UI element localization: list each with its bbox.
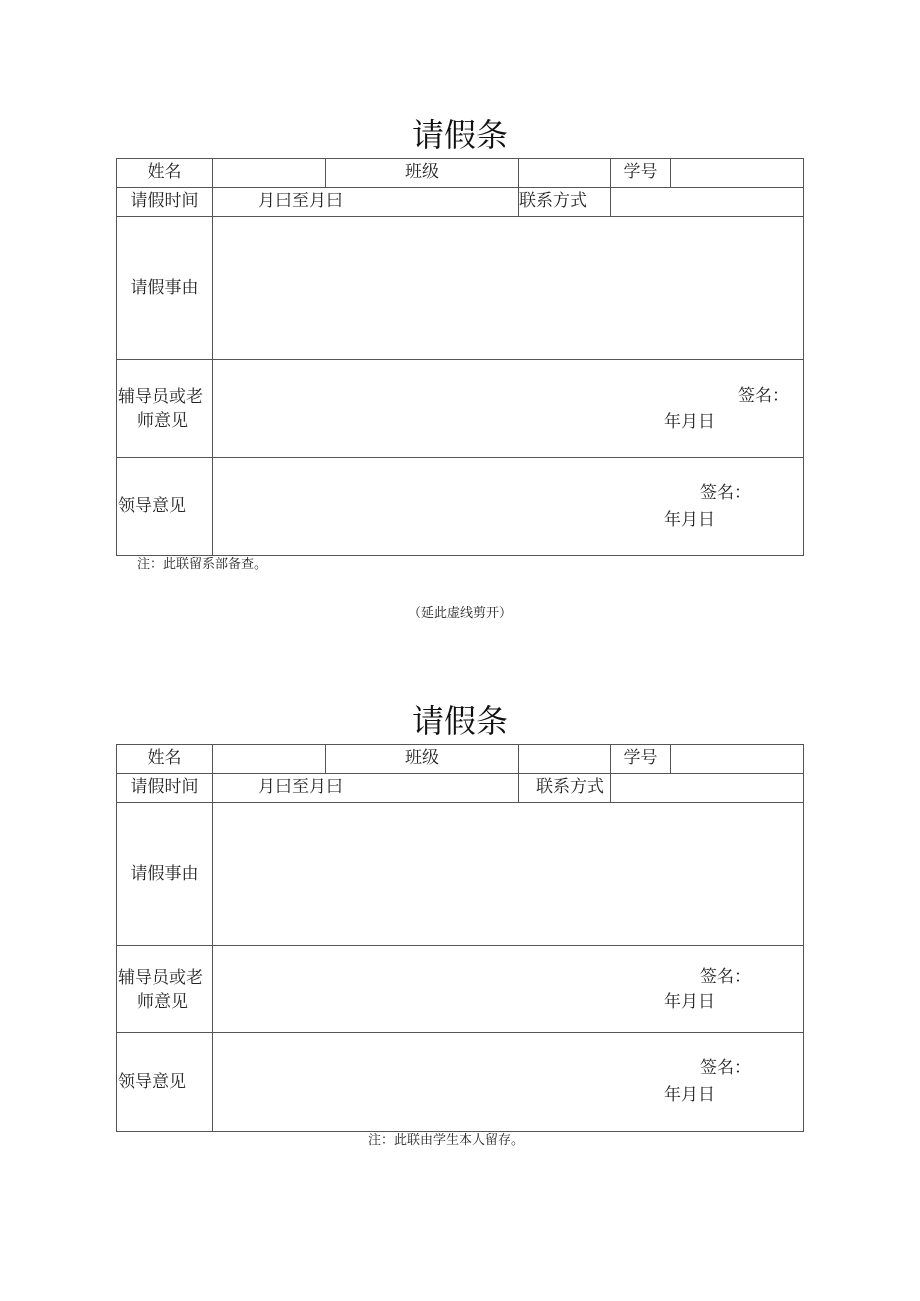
contact-label: 联系方式: [536, 777, 604, 797]
slip-note: 注：此联留系部备查。: [137, 557, 268, 572]
contact-field[interactable]: [612, 188, 801, 215]
leave-time-label: 请假时间: [130, 777, 199, 797]
slip-title: 请假条: [411, 702, 508, 740]
student-id-label: 学号: [623, 162, 658, 182]
leader-signature-label: 签名：: [700, 483, 751, 503]
leader-opinion-field[interactable]: [214, 1033, 801, 1130]
slip-note: 注：此联由学生本人留存。: [368, 1133, 525, 1148]
class-field[interactable]: [520, 159, 609, 186]
contact-label: 联系方式: [519, 191, 587, 211]
student-id-label: 学号: [623, 748, 658, 768]
counselor-opinion-label: 师意见: [137, 992, 188, 1012]
counselor-opinion-field[interactable]: [214, 360, 801, 456]
counselor-signature-label: 签名：: [738, 386, 789, 406]
name-label: 姓名: [147, 748, 182, 768]
reason-field[interactable]: [214, 217, 801, 358]
column-divider: [212, 744, 213, 1131]
contact-field[interactable]: [612, 774, 801, 801]
leader-date-label: 年月日: [664, 510, 715, 530]
leader-signature-label: 签名：: [700, 1058, 751, 1078]
column-divider: [670, 158, 671, 187]
column-divider: [212, 158, 213, 555]
slip-title: 请假条: [411, 116, 508, 154]
cut-line-instruction: （延此虚线剪开）: [407, 606, 512, 621]
name-field[interactable]: [214, 745, 324, 772]
column-divider: [518, 744, 519, 802]
reason-label: 请假事由: [130, 864, 199, 884]
leader-opinion-label: 领导意见: [118, 1072, 186, 1092]
counselor-opinion-label: 师意见: [137, 411, 188, 431]
leader-date-label: 年月日: [664, 1085, 715, 1105]
class-label: 班级: [405, 162, 439, 182]
counselor-date-label: 年月日: [664, 412, 715, 432]
counselor-date-label: 年月日: [664, 992, 715, 1012]
counselor-opinion-label: 辅导员或老: [118, 387, 203, 407]
counselor-signature-label: 签名：: [700, 967, 751, 987]
name-label: 姓名: [147, 162, 182, 182]
counselor-opinion-label: 辅导员或老: [118, 968, 203, 988]
leave-time-label: 请假时间: [130, 191, 199, 211]
leave-time-value[interactable]: 月曰至月曰: [258, 191, 343, 211]
student-id-field[interactable]: [672, 745, 801, 772]
reason-field[interactable]: [214, 803, 801, 944]
column-divider: [670, 744, 671, 773]
student-id-field[interactable]: [672, 159, 801, 186]
class-field[interactable]: [520, 745, 609, 772]
name-field[interactable]: [214, 159, 324, 186]
leader-opinion-label: 领导意见: [118, 496, 186, 516]
leave-time-value[interactable]: 月曰至月曰: [258, 777, 343, 797]
reason-label: 请假事由: [130, 278, 199, 298]
leader-opinion-field[interactable]: [214, 458, 801, 554]
class-label: 班级: [405, 748, 439, 768]
